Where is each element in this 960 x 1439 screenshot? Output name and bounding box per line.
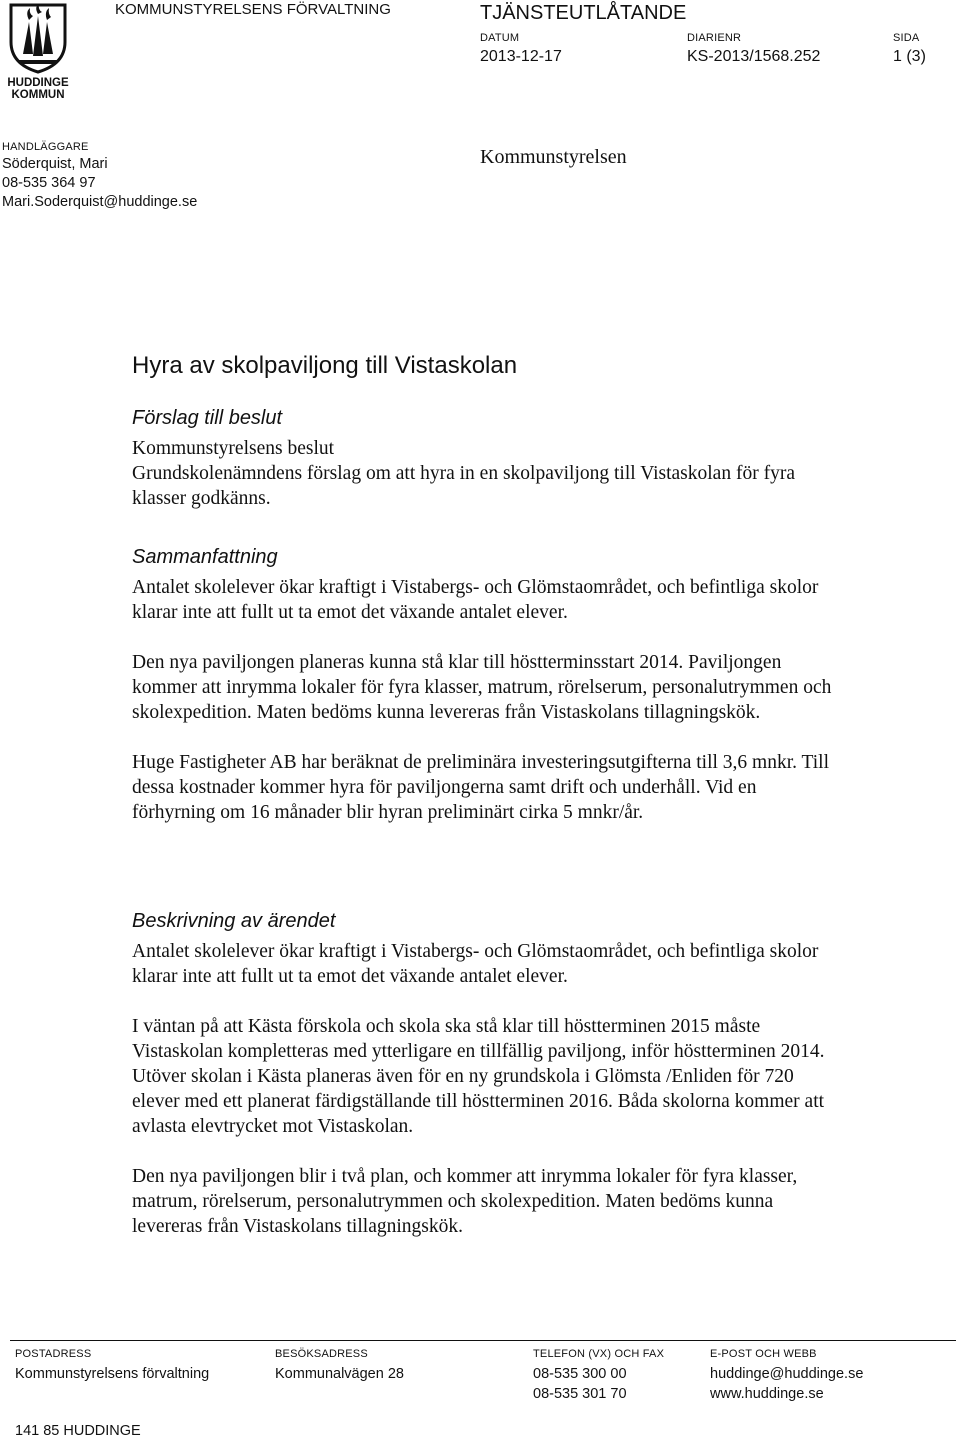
date-value: 2013-12-17	[480, 48, 562, 65]
recipient: Kommunstyrelsen	[480, 146, 627, 168]
phone-label: TELEFON (VX) OCH FAX	[533, 1348, 665, 1360]
proposal-text: Grundskolenämndens förslag om att hyra in en skolpaviljong till Vistaskolan för fyra klasser godkänns.	[132, 463, 795, 509]
handler-email: Mari.Soderquist@huddinge.se	[2, 194, 198, 210]
summary-heading: Sammanfattning	[132, 546, 278, 568]
handler-name: Söderquist, Mari	[2, 156, 108, 172]
description-section	[132, 910, 832, 1239]
footer-email: huddinge@huddinge.se	[710, 1366, 864, 1382]
footer-divider	[10, 1340, 956, 1341]
doc-type: TJÄNSTEUTLÅTANDE	[480, 2, 687, 24]
fax-number: 08-535 301 70	[533, 1386, 627, 1402]
coat-of-arms-icon	[7, 2, 69, 74]
footer-web	[710, 1348, 863, 1402]
municipality-logo	[6, 2, 70, 102]
phone-number: 08-535 300 00	[533, 1366, 627, 1382]
proposal-subheading: Kommunstyrelsens beslut	[132, 438, 335, 459]
date-label: DATUM	[480, 32, 520, 44]
page-title: Hyra av skolpaviljong till Vistaskolan	[132, 352, 518, 379]
page-label: SIDA	[893, 32, 920, 44]
postal-label: POSTADRESS	[15, 1348, 92, 1360]
web-label: E-POST OCH WEBB	[710, 1348, 817, 1360]
summary-paragraph-2: Den nya paviljongen planeras kunna stå klar till höstterminsstart 2014. Paviljongen kommer att inrymma lokaler för fyra klasser, matrum, rörelserum, personalutrymmen och skolexpedition. Maten bedöms kunna levereras från Vistaskolans tillagningskök.	[132, 652, 832, 723]
footer-postal	[15, 1348, 209, 1382]
proposal-heading: Förslag till beslut	[132, 407, 283, 429]
summary-paragraph-3: Huge Fastigheter AB har beräknat de preliminära investeringsutgifterna till 3,6 mnkr. Till dessa kostnader kommer hyra för paviljongerna samt drift och underhåll. Vid en förhyrning om 16 månader blir hyran preliminärt cirka 5 mnkr/år.	[132, 752, 829, 823]
page-value: 1 (3)	[893, 48, 926, 65]
description-heading: Beskrivning av ärendet	[132, 910, 336, 932]
handler-label: HANDLÄGGARE	[2, 141, 89, 153]
logo-text-line2: KOMMUN	[11, 89, 65, 101]
logo-text-line1: HUDDINGE	[7, 77, 69, 89]
description-paragraph-3: Den nya paviljongen blir i två plan, och kommer att inrymma lokaler för fyra klasser, matrum, rörelserum, personalutrymmen och skolexpedition. Maten bedöms kunna levereras från Vistaskolans tillagningskök.	[132, 1166, 798, 1237]
visit-label: BESÖKSADRESS	[275, 1348, 368, 1360]
postal-line1: Kommunstyrelsens förvaltning	[15, 1366, 210, 1382]
footer-website: www.huddinge.se	[710, 1386, 824, 1402]
summary-paragraph-1: Antalet skolelever ökar kraftigt i Vistabergs- och Glömstaområdet, och befintliga skolor klarar inte att fullt ut ta emot det växande antalet elever.	[132, 577, 819, 623]
handler-block	[2, 141, 197, 212]
org-name: KOMMUNSTYRELSENS FÖRVALTNING	[115, 1, 391, 18]
footer-visit	[275, 1348, 404, 1382]
footer-phone	[533, 1348, 664, 1402]
postal-line2: 141 85 HUDDINGE	[15, 1423, 141, 1439]
proposal-section	[132, 407, 832, 511]
diary-label: DIARIENR	[687, 32, 742, 44]
summary-section	[132, 546, 832, 825]
diary-value: KS-2013/1568.252	[687, 48, 821, 65]
description-paragraph-2: I väntan på att Kästa förskola och skola ska stå klar till höstterminen 2015 måste Vistaskolan kompletteras med ytterligare en tillfällig paviljong, inför höstterminen 2014. Utöver skolan i Kästa planeras även för en ny grundskola i Glömsta /Enliden för 720 elever med ett planerat färdigställande till höstterminen 2016. Båda skolorna kommer att avlasta elevtrycket mot Vistaskolan.	[132, 1016, 825, 1137]
description-paragraph-1: Antalet skolelever ökar kraftigt i Vistabergs- och Glömstaområdet, och befintliga skolor klarar inte att fullt ut ta emot det växande antalet elever.	[132, 941, 819, 987]
visit-address: Kommunalvägen 28	[275, 1366, 404, 1382]
handler-phone: 08-535 364 97	[2, 175, 96, 191]
